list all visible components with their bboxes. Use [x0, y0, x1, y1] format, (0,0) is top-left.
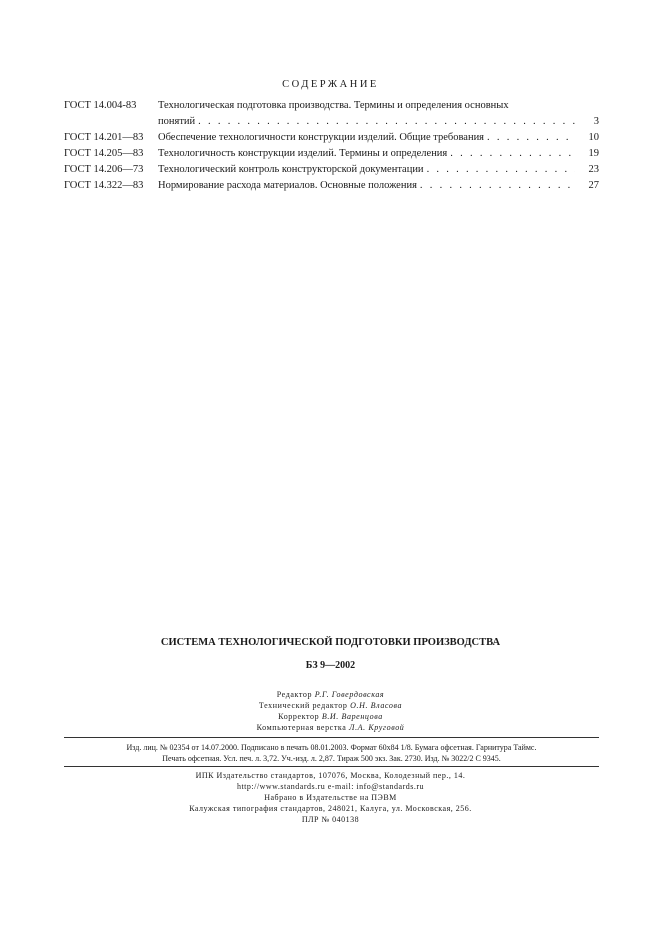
dot-leader: [427, 162, 575, 178]
toc-title: СОДЕРЖАНИЕ: [282, 79, 379, 90]
publisher-line[interactable]: http://www.standards.ru e-mail: info@standards.ru: [236, 782, 425, 791]
publisher-line: Набрано в Издательстве на ПЭВМ: [264, 793, 397, 802]
dot-leader: [198, 114, 575, 130]
toc-entry-title: Технологичность конструкции изделий. Термины и определения: [158, 148, 448, 159]
toc-entry-code: ГОСТ 14.205—83: [64, 148, 144, 159]
publisher-info: [0, 770, 661, 825]
toc-entry-code: ГОСТ 14.322—83: [64, 180, 144, 191]
toc-entry[interactable]: [64, 98, 599, 114]
toc-entry-page: 19: [588, 148, 599, 159]
table-of-contents: [64, 98, 599, 194]
series-title: СИСТЕМА ТЕХНОЛОГИЧЕСКОЙ ПОДГОТОВКИ ПРОИЗВОДСТВА: [160, 637, 501, 648]
credit-role: Технический редактор: [258, 701, 348, 710]
credits: [0, 689, 661, 733]
imprint-line: Изд. лиц. № 02354 от 14.07.2000. Подписано в печать 08.01.2003. Формат 60x84 1/8. Бумага офсетная. Гарнитура Таймс.: [126, 743, 537, 752]
bz-number: БЗ 9—2002: [305, 660, 356, 671]
dot-leader: [450, 146, 575, 162]
toc-entry-page: 3: [593, 116, 599, 127]
toc-entry[interactable]: [64, 146, 599, 162]
credit-line: [0, 722, 661, 733]
toc-entry-continuation[interactable]: [64, 114, 599, 130]
publisher-line: ПЛР № 040138: [301, 815, 360, 824]
publisher-line: Калужская типография стандартов, 248021, Калуга, ул. Московская, 256.: [189, 804, 472, 813]
dot-leader: [487, 130, 575, 146]
dot-leader: [420, 178, 575, 194]
toc-entry-page: 27: [588, 180, 599, 191]
credit-role: Компьютерная верстка: [256, 723, 347, 732]
credit-role: Редактор: [276, 690, 313, 699]
toc-entry[interactable]: [64, 162, 599, 178]
imprint-line: Печать офсетная. Усл. печ. л. 3,72. Уч.-изд. л. 2,87. Тираж 500 экз. Зак. 2730. Изд. № 3022/2 С 9345.: [162, 754, 501, 763]
credit-role: Корректор: [278, 712, 320, 721]
toc-entry-title: Нормирование расхода материалов. Основные положения: [158, 180, 417, 191]
credit-line: [0, 700, 661, 711]
publisher-line: ИПК Издательство стандартов, 107076, Москва, Колодезный пер., 14.: [195, 771, 466, 780]
toc-entry[interactable]: [64, 178, 599, 194]
toc-entry-code: ГОСТ 14.201—83: [64, 132, 144, 143]
imprint: [64, 742, 599, 764]
divider: [64, 737, 599, 738]
toc-entry-page: 10: [588, 132, 599, 143]
toc-entry-code: ГОСТ 14.206—73: [64, 164, 144, 175]
divider: [64, 766, 599, 767]
toc-entry[interactable]: [64, 130, 599, 146]
toc-entry-title: Технологическая подготовка производства. Термины и определения основных: [158, 100, 509, 111]
toc-entry-title: Технологический контроль конструкторской документации: [158, 164, 424, 175]
credit-name: О.Н. Власова: [350, 701, 403, 710]
credit-line: [0, 689, 661, 700]
credit-line: [0, 711, 661, 722]
toc-entry-code: ГОСТ 14.004-83: [64, 100, 137, 111]
credit-name: Л.А. Круговой: [349, 723, 405, 732]
credit-name: Р.Г. Говердовская: [314, 690, 385, 699]
credit-name: В.И. Варенцова: [321, 712, 383, 721]
toc-entry-title: понятий: [158, 116, 196, 127]
toc-entry-page: 23: [588, 164, 599, 175]
toc-entry-title: Обеспечение технологичности конструкции изделий. Общие требования: [158, 132, 485, 143]
